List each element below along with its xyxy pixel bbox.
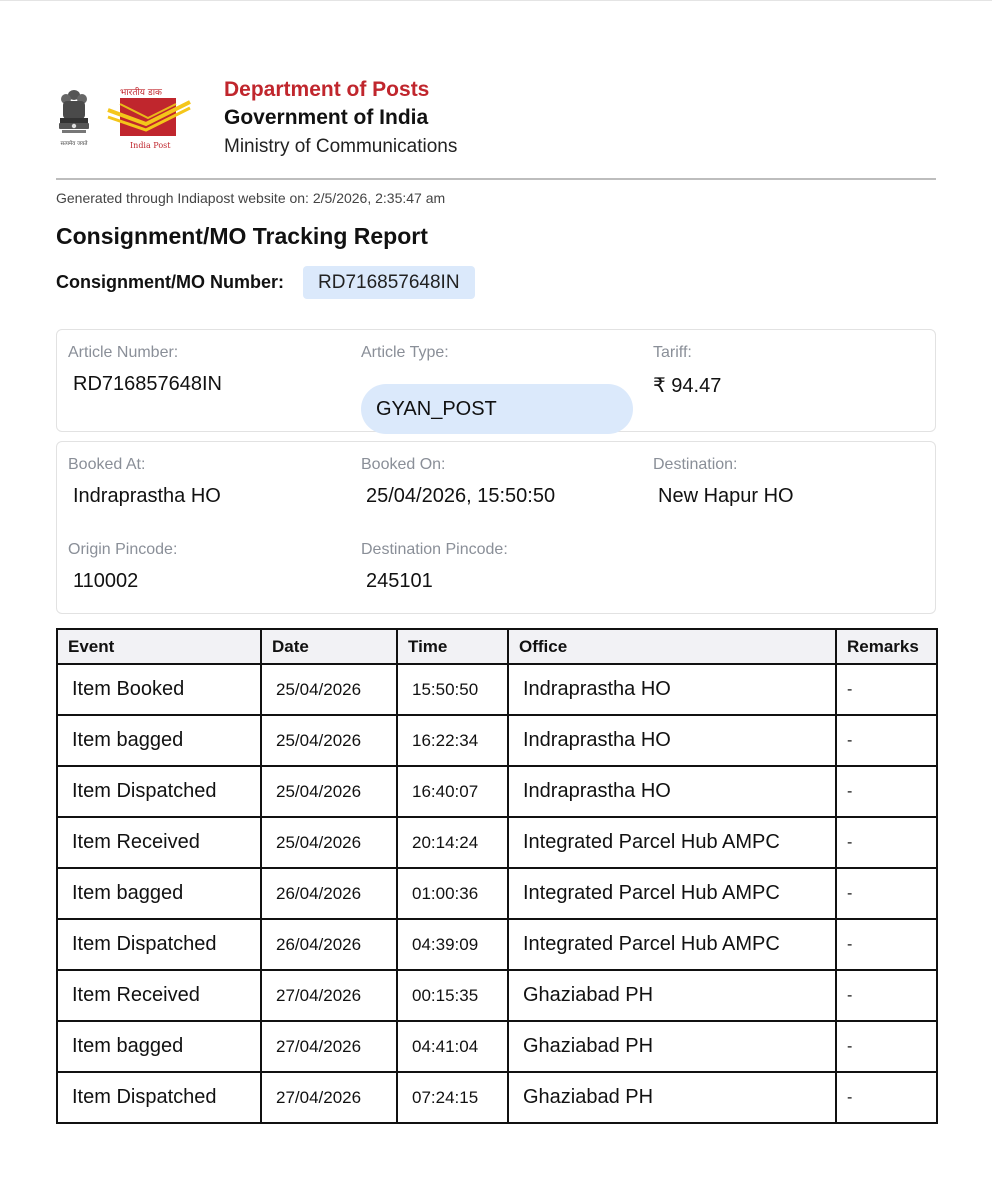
column-header-date: Date [261, 629, 397, 664]
booked-at-field [68, 456, 221, 508]
destination-label: Destination: [653, 456, 738, 473]
destination-pincode-label: Destination Pincode: [361, 541, 508, 558]
time-cell: 07:24:15 [397, 1072, 508, 1123]
article-number-field [68, 344, 222, 396]
table-row [57, 1072, 937, 1123]
office-cell: Integrated Parcel Hub AMPC [508, 868, 836, 919]
table-row [57, 1021, 937, 1072]
time-cell: 15:50:50 [397, 664, 508, 715]
column-header-remarks: Remarks [836, 629, 937, 664]
remarks-cell: - [836, 868, 937, 919]
article-type-badge: GYAN_POST [361, 384, 633, 434]
tracking-events-table [56, 628, 938, 1124]
office-cell: Ghaziabad PH [508, 1072, 836, 1123]
article-number-label: Article Number: [68, 344, 179, 361]
event-cell: Item Received [57, 817, 261, 868]
logo-english-text: India Post [130, 141, 171, 150]
table-row [57, 715, 937, 766]
office-cell: Integrated Parcel Hub AMPC [508, 817, 836, 868]
article-number-value: RD716857648IN [73, 373, 222, 395]
remarks-cell: - [836, 817, 937, 868]
article-details-card [56, 329, 936, 432]
date-cell: 27/04/2026 [261, 970, 397, 1021]
generated-timestamp: Generated through Indiapost website on: 2/5/2026, 2:35:47 am [56, 190, 446, 206]
office-cell: Indraprastha HO [508, 715, 836, 766]
article-type-label: Article Type: [361, 344, 449, 361]
time-cell: 01:00:36 [397, 868, 508, 919]
date-cell: 25/04/2026 [261, 664, 397, 715]
table-row [57, 817, 937, 868]
time-cell: 20:14:24 [397, 817, 508, 868]
government-name: Government of India [224, 106, 429, 129]
column-header-event: Event [57, 629, 261, 664]
remarks-cell: - [836, 970, 937, 1021]
report-header [56, 78, 936, 168]
consignment-label: Consignment/MO Number: [56, 272, 284, 292]
booked-at-value: Indraprastha HO [73, 485, 221, 507]
tariff-value: ₹ 94.47 [653, 375, 722, 397]
office-cell: Integrated Parcel Hub AMPC [508, 919, 836, 970]
destination-pincode-value: 245101 [366, 570, 433, 592]
event-cell: Item Received [57, 970, 261, 1021]
consignment-number-badge: RD716857648IN [303, 266, 475, 299]
office-cell: Ghaziabad PH [508, 1021, 836, 1072]
office-cell: Ghaziabad PH [508, 970, 836, 1021]
booked-on-label: Booked On: [361, 456, 446, 473]
top-border [0, 0, 992, 1]
national-emblem-icon [56, 88, 92, 150]
booking-details-card [56, 441, 936, 614]
table-row [57, 868, 937, 919]
remarks-cell: - [836, 919, 937, 970]
destination-value: New Hapur HO [658, 485, 794, 507]
booked-at-label: Booked At: [68, 456, 146, 473]
booked-on-value: 25/04/2026, 15:50:50 [366, 485, 556, 507]
tariff-field [653, 344, 721, 398]
date-cell: 25/04/2026 [261, 766, 397, 817]
remarks-cell: - [836, 664, 937, 715]
date-cell: 26/04/2026 [261, 868, 397, 919]
remarks-cell: - [836, 1021, 937, 1072]
article-type-field [361, 344, 641, 434]
office-cell: Indraprastha HO [508, 664, 836, 715]
event-cell: Item bagged [57, 1021, 261, 1072]
date-cell: 27/04/2026 [261, 1021, 397, 1072]
table-header-row [57, 629, 937, 664]
tariff-label: Tariff: [653, 344, 692, 361]
remarks-cell: - [836, 766, 937, 817]
time-cell: 04:39:09 [397, 919, 508, 970]
origin-pincode-field [68, 541, 177, 593]
destination-pincode-field [361, 541, 508, 593]
event-cell: Item Dispatched [57, 1072, 261, 1123]
time-cell: 00:15:35 [397, 970, 508, 1021]
column-header-time: Time [397, 629, 508, 664]
table-row [57, 664, 937, 715]
remarks-cell: - [836, 715, 937, 766]
page-title: Consignment/MO Tracking Report [56, 223, 428, 249]
office-cell: Indraprastha HO [508, 766, 836, 817]
event-cell: Item bagged [57, 715, 261, 766]
time-cell: 16:40:07 [397, 766, 508, 817]
table-row [57, 766, 937, 817]
date-cell: 25/04/2026 [261, 817, 397, 868]
event-cell: Item Dispatched [57, 919, 261, 970]
department-name: Department of Posts [224, 78, 430, 101]
emblem-caption: सत्यमेव जयते [60, 141, 88, 147]
remarks-cell: - [836, 1072, 937, 1123]
header-text-block [224, 78, 457, 159]
time-cell: 16:22:34 [397, 715, 508, 766]
origin-pincode-value: 110002 [73, 570, 139, 592]
column-header-office: Office [508, 629, 836, 664]
date-cell: 27/04/2026 [261, 1072, 397, 1123]
date-cell: 26/04/2026 [261, 919, 397, 970]
booked-on-field [361, 456, 555, 508]
logo-hindi-text: भारतीय डाक [120, 88, 162, 98]
event-cell: Item Booked [57, 664, 261, 715]
header-divider [56, 178, 936, 180]
event-cell: Item bagged [57, 868, 261, 919]
ministry-name: Ministry of Communications [224, 136, 458, 157]
date-cell: 25/04/2026 [261, 715, 397, 766]
origin-pincode-label: Origin Pincode: [68, 541, 178, 558]
table-row [57, 970, 937, 1021]
event-cell: Item Dispatched [57, 766, 261, 817]
time-cell: 04:41:04 [397, 1021, 508, 1072]
destination-field [653, 456, 794, 508]
table-row [57, 919, 937, 970]
